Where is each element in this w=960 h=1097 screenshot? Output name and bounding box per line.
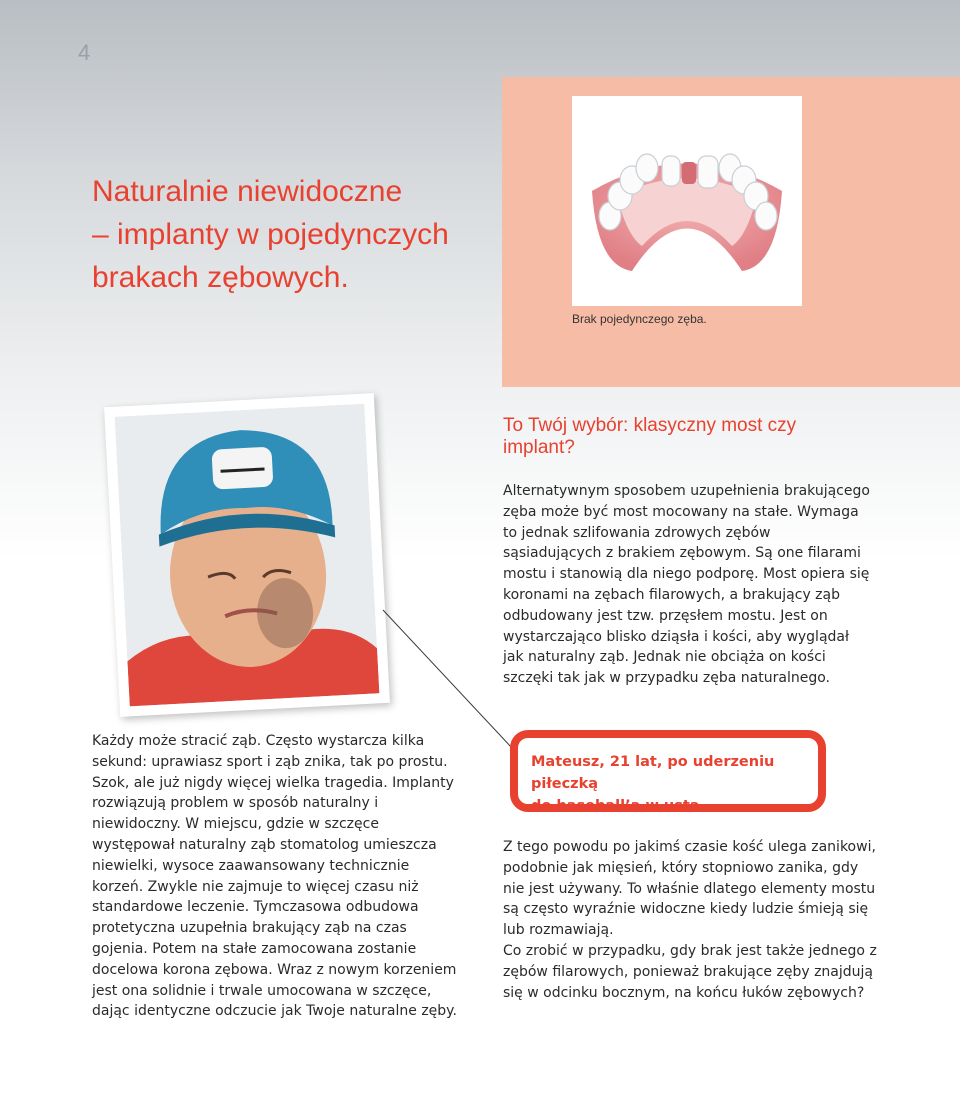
left-column-paragraph: Każdy może stracić ząb. Często wystarcza kilka sekund: uprawiasz sport i ząb znika, tak po prostu. Szok, ale już nigdy więcej wielka tragedia. Implanty rozwiązują problem w sposób naturalny i niewidoczny. W miejscu, gdzie w szczęce występował naturalny ząb stomatolog umieszcza niewielki, wysoce zaawansowany technicznie korzeń. Zwykle nie zajmuje to więcej czasu niż standardowe leczenie. Tymczasowa odbudowa protetyczna uzupełnia brakujący ząb na czas gojenia. Potem na stałe zamocowana zostanie docelowa korona zębowa. Wraz z nowym korzeniem jest ona solidnie i trwale umocowana w szczęce, dając identyczne odczucie jak Twoje naturalne zęby. [92, 733, 457, 1020]
title-line-3: brakach zębowych. [92, 261, 349, 294]
figure-caption: Brak pojedynczego zęba. [572, 312, 707, 326]
quote-line-1: Mateusz, 21 lat, po uderzeniu piłeczką [531, 754, 775, 792]
section-paragraph: Alternatywnym sposobem uzupełnienia brakującego zęba może być most mocowany na stałe. Wymaga to jednak szlifowania zdrowych zębów sąsiadujących z brakiem zębowym. Są one filarami mostu i stanowią dla niego podporę. Most opiera się koronami na zębach filarowych, a brakujący ząb odbudowany jest tzw. przęsłem mostu. Jest on wystarczająco blisko dziąsła i kości, aby wyglądał jak naturalny ząb. Jednak nie obciąża on kości szczęki tak jak w przypadku zęba naturalnego. [503, 483, 870, 687]
right-column-paragraph-2: Co zrobić w przypadku, gdy brak jest także jednego z zębów filarowych, ponieważ brakujące zęby znajdują się w odcinku bocznym, na końcu łuków zębowych? [503, 942, 877, 1001]
right-column-paragraph-1: Z tego powodu po jakimś czasie kość ulega zanikowi, podobnie jak mięsień, który stopniowo zanika, gdy nie jest używany. To właśnie dlatego elementy mostu są często wyraźnie widoczne kiedy ludzie śmieją się lub rozmawiają. [503, 839, 876, 939]
quote-text [531, 751, 821, 817]
title-line-1: Naturalnie niewidoczne [92, 175, 403, 208]
title-line-2: – implanty w pojedynczych [92, 218, 449, 251]
page-number: 4 [78, 40, 91, 65]
quote-line-2: do baseball’a w usta. [531, 798, 706, 814]
right-column-text [503, 837, 879, 1003]
section-heading: To Twój wybór: klasyczny most czy implant? [503, 415, 797, 458]
